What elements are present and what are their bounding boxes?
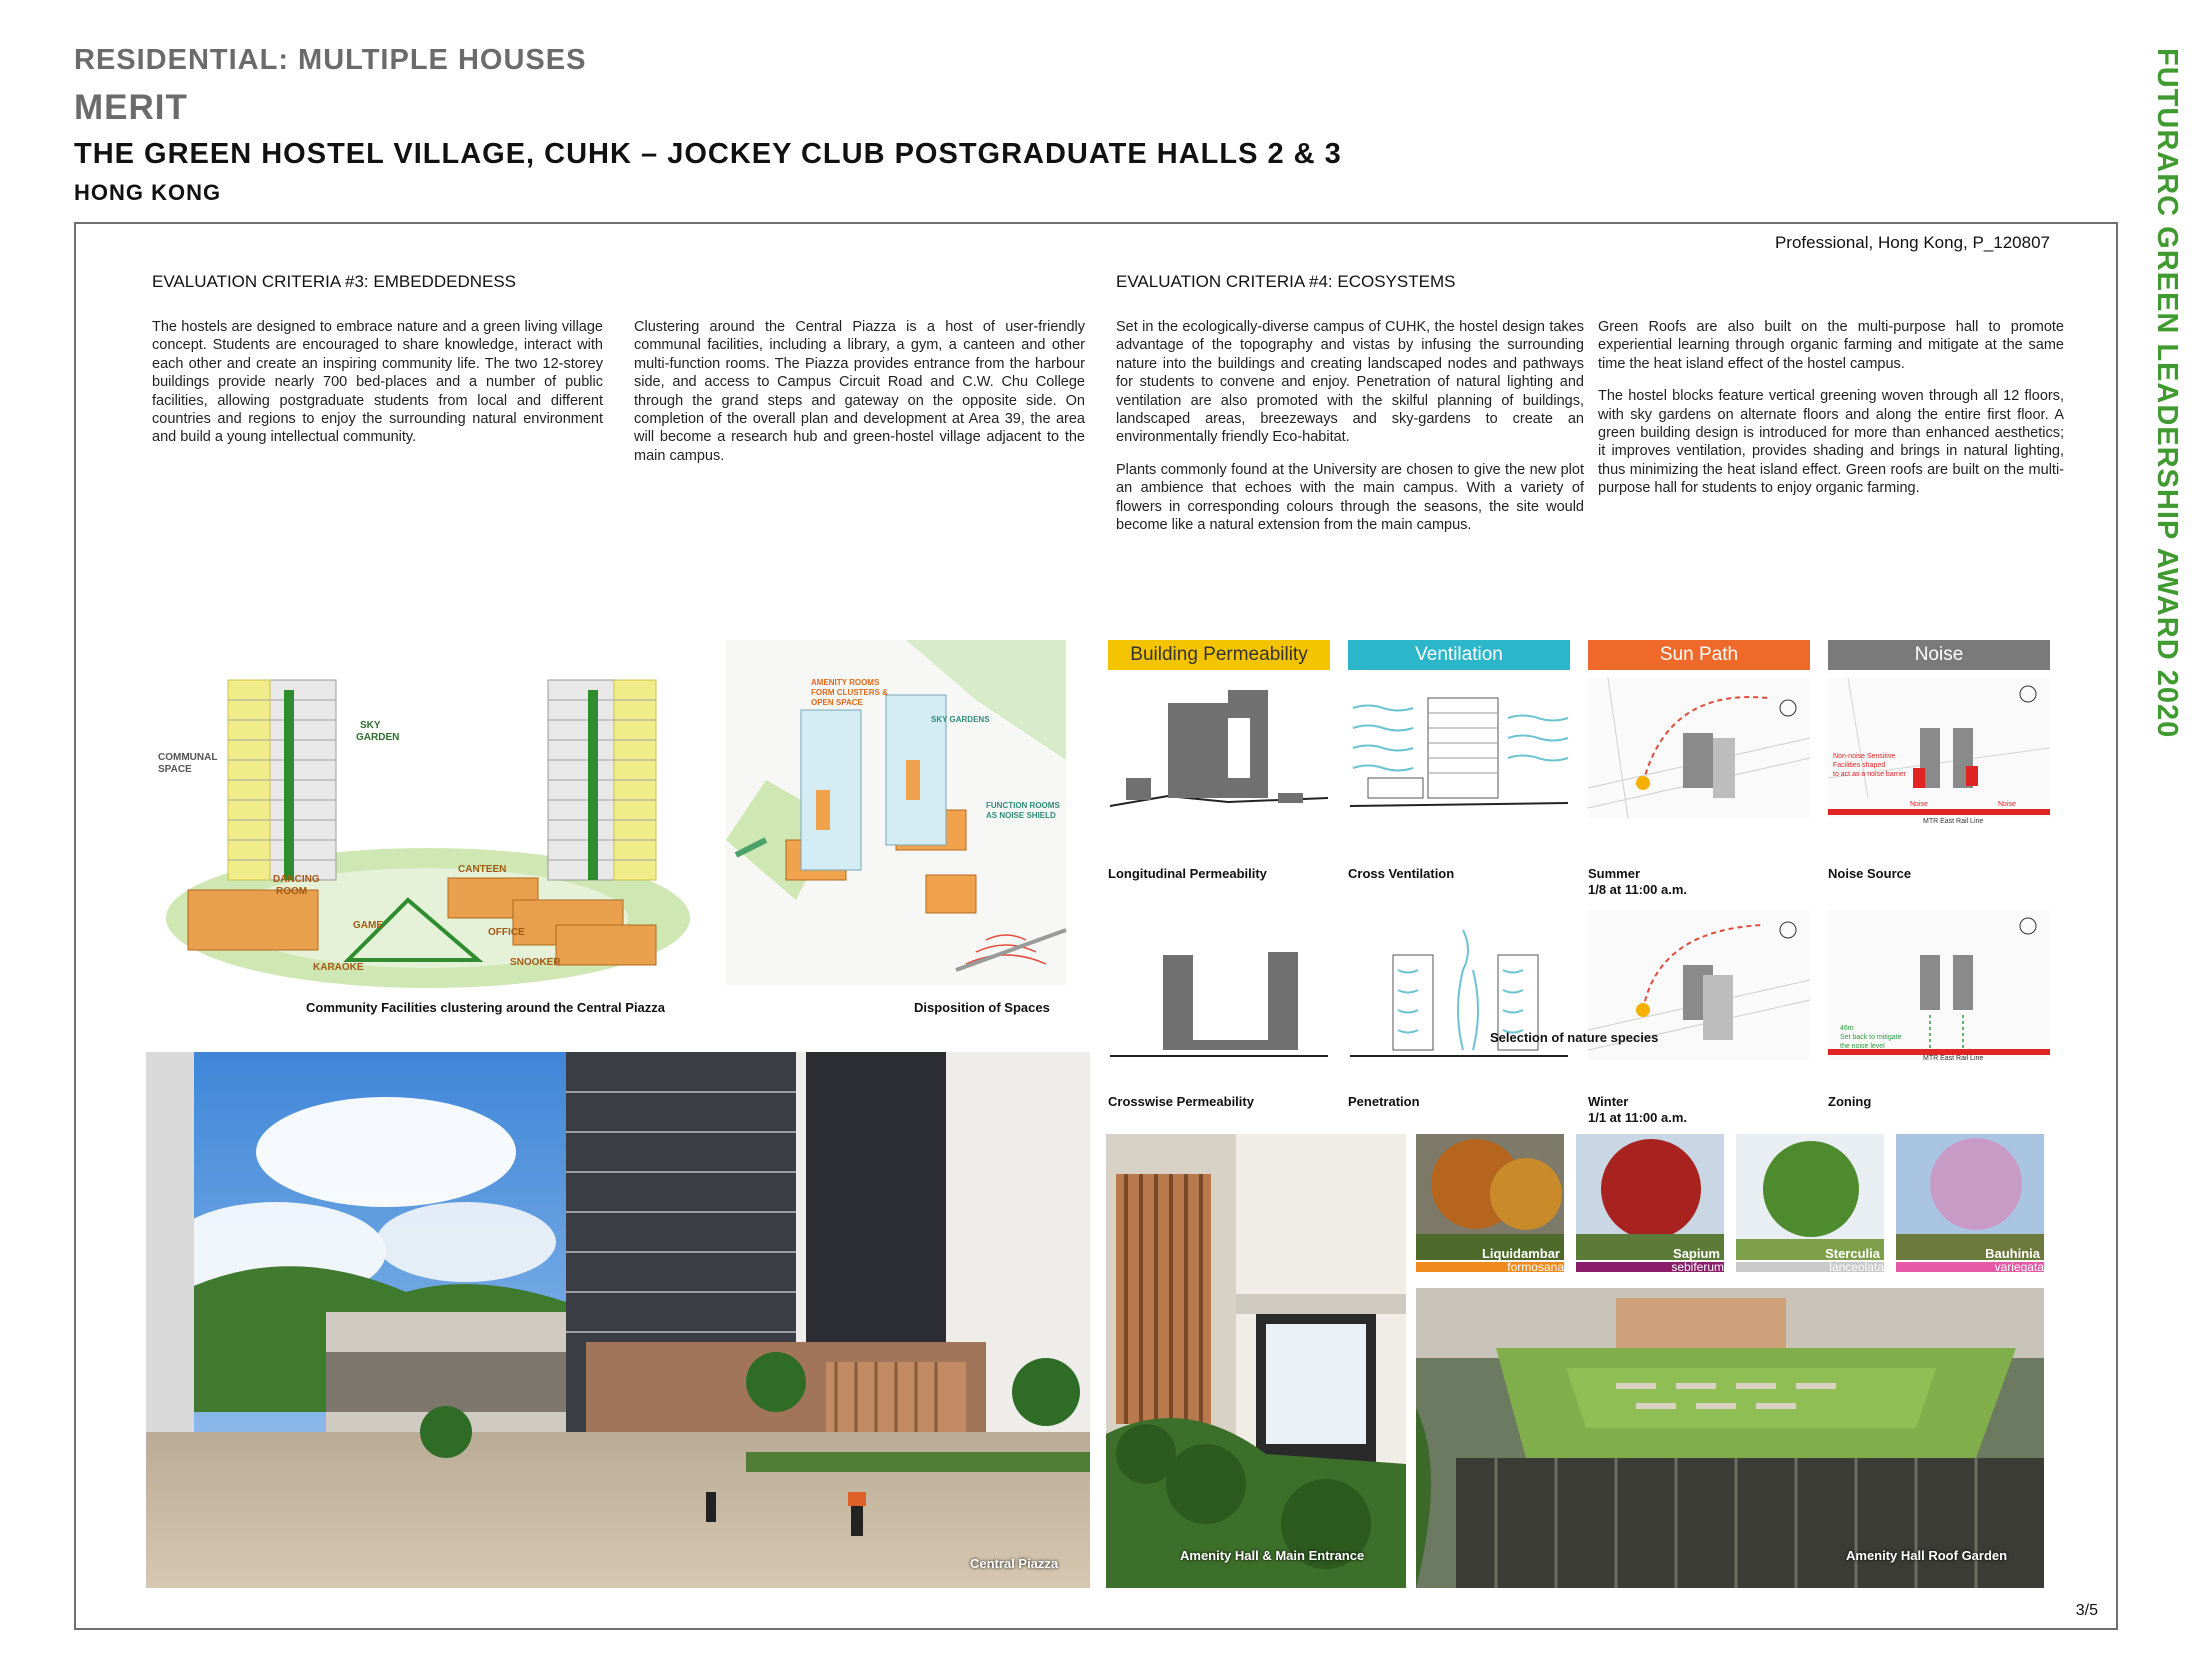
label-cross-ventilation: Cross Ventilation [1348, 866, 1455, 881]
criteria-4-col1-p1: Set in the ecologically-diverse campus of CUHK, the hostel design takes advantage of the topography and vistas by infusing the surrounding nature into the buildings and creating landscaped nodes and pathways for students to convene and enjoy. Penetration of natural lighting and ventilation are also promoted with the skilful planning of buildings, landscaped areas, breezeways and sky-gardens to create an environmentally friendly Eco-habitat. [1116, 319, 1584, 446]
species-liquidambar [1416, 1134, 1564, 1274]
label-noise-source: Noise Source [1828, 866, 1912, 881]
disposition-caption: Disposition of Spaces [914, 1000, 1050, 1015]
bauhinia-name: Bauhinia [1985, 1246, 2040, 1261]
bauhinia-photo [1896, 1134, 2044, 1260]
longitudinal-permeability-diagram [1108, 678, 1330, 818]
label-noise-b: Noise [1998, 801, 2016, 808]
page-number: 3/5 [2075, 1602, 2098, 1619]
species-sterculia [1736, 1134, 1884, 1274]
criteria-3-col2 [634, 318, 1085, 479]
liquidambar-photo [1416, 1134, 1564, 1260]
svg-text:ROOM: ROOM [276, 886, 308, 897]
crosswise-permeability-diagram [1108, 910, 1330, 1060]
label-sky-garden: SKY [360, 720, 381, 731]
label-sky-gardens: SKY GARDENS [931, 715, 990, 724]
label-longitudinal-permeability: Longitudinal Permeability [1108, 866, 1267, 881]
zoning-diagram [1828, 910, 2050, 1060]
project-location: HONG KONG [74, 180, 222, 205]
disposition-diagram [726, 640, 1066, 985]
svg-text:Facilities shaped: Facilities shaped [1833, 762, 1886, 769]
label-function-rooms: FUNCTION ROOMS [986, 801, 1060, 810]
label-karaoke: KARAOKE [313, 962, 364, 973]
label-noise-a: Noise [1910, 801, 1928, 808]
criteria-3-col1 [152, 318, 603, 461]
species-bauhinia [1896, 1134, 2044, 1274]
species-sapium [1576, 1134, 1724, 1274]
criteria-3-col1-text: The hostels are designed to embrace nature and a green living village concept. Students are encouraged to share knowledge, interact with each other and create an inspiring community life. The two 12-storey buildings provide nearly 700 bed-places and a number of public facilities, allowing postgraduate students from local and different countries and regions to enjoy the surrounding natural environment and build a young intellectual community. [152, 319, 603, 446]
side-award-title: FUTURARC GREEN LEADERSHIP AWARD 2020 [2151, 48, 2183, 739]
award-heading: MERIT [74, 88, 188, 127]
community-facilities-diagram [158, 660, 698, 990]
community-facilities-caption: Community Facilities clustering around the Central Piazza [306, 1000, 666, 1015]
svg-text:OPEN SPACE: OPEN SPACE [811, 698, 863, 707]
label-rail-line-2: MTR East Rail Line [1923, 1055, 1984, 1062]
roof-garden-photo [1416, 1288, 2044, 1588]
svg-text:GARDEN: GARDEN [356, 732, 400, 743]
noise-source-diagram [1828, 678, 2050, 825]
label-penetration: Penetration [1348, 1094, 1420, 1109]
criteria-3-heading: EVALUATION CRITERIA #3: EMBEDDEDNESS [152, 272, 517, 291]
liquidambar-sub: formosana [1416, 1262, 1564, 1272]
header-noise: Noise [1828, 640, 2050, 670]
summer-sun-path-diagram [1588, 678, 1810, 818]
sapium-sub: sebiferum [1576, 1262, 1724, 1272]
svg-text:Set back to mitigate: Set back to mitigate [1840, 1034, 1902, 1041]
liquidambar-name: Liquidambar [1481, 1246, 1560, 1261]
label-zoning: Zoning [1828, 1094, 1872, 1109]
criteria-4-col1 [1116, 318, 1584, 548]
label-setback: 46m [1840, 1025, 1854, 1032]
sterculia-sub: lanceolata [1736, 1262, 1884, 1272]
label-game: GAME [353, 920, 383, 931]
label-summer: Summer 1/8 at 11:00 a.m. [1588, 866, 1688, 897]
svg-text:to act as a noise barrier: to act as a noise barrier [1833, 771, 1907, 778]
criteria-4-col2-p2: The hostel blocks feature vertical greening woven through all 12 floors, with sky gardens on alternate floors and along the entire first floor. A green building design is introduced for more than enhanced aesthetics; it improves ventilation, provides shading and brings in natural lighting, thus minimizing the heat island effect. Green roofs are built on the multi-purpose hall for students to enjoy organic farming. [1598, 388, 2064, 497]
roof-garden-caption: Amenity Hall Roof Garden [1846, 1548, 2008, 1563]
criteria-3-col2-text: Clustering around the Central Piazza is a host of user-friendly communal facilities, including a library, a gym, a canteen and other multi-function rooms. The Piazza provides entrance from the harbour side, and access to Campus Circuit Road and C.W. Chu College through the grand steps and gateway on the opposite side. On completion of the overall plan and development at Area 39, the area will become a research hub and green-hostel village adjacent to the main campus. [634, 319, 1085, 464]
entry-code: Professional, Hong Kong, P_120807 [1774, 233, 2050, 252]
label-office: OFFICE [488, 927, 525, 938]
sapium-name: Sapium [1673, 1246, 1720, 1261]
cross-ventilation-diagram [1348, 678, 1570, 818]
bauhinia-sub: variegata [1896, 1262, 2044, 1272]
left-tower [228, 680, 336, 880]
header-building-permeability: Building Permeability [1108, 640, 1330, 670]
label-snooker: SNOOKER [510, 957, 561, 968]
category-heading: RESIDENTIAL: MULTIPLE HOUSES [74, 44, 587, 76]
svg-text:SPACE: SPACE [158, 764, 192, 775]
header-ventilation: Ventilation [1348, 640, 1570, 670]
sterculia-name: Sterculia [1825, 1246, 1880, 1261]
sterculia-photo [1736, 1134, 1884, 1260]
label-canteen: CANTEEN [458, 864, 507, 875]
amenity-hall-entrance-caption: Amenity Hall & Main Entrance [1180, 1548, 1365, 1563]
criteria-4-col2-p1: Green Roofs are also built on the multi-purpose hall to promote experiential learning through organic farming and mitigate at the same time the heat island effect of the hostel campus. [1598, 319, 2064, 372]
svg-text:AS NOISE SHIELD: AS NOISE SHIELD [986, 811, 1056, 820]
label-winter: Winter 1/1 at 11:00 a.m. [1588, 1094, 1688, 1125]
svg-text:the noise level: the noise level [1840, 1043, 1885, 1050]
right-tower [548, 680, 656, 880]
species-title: Selection of nature species [1490, 1030, 1659, 1045]
criteria-4-col1-p2: Plants commonly found at the University are chosen to give the new plot an ambience that echoes with the main campus. With a variety of flowers in corresponding colours through the seasons, the site would become like a natural extension from the main campus. [1116, 461, 1584, 534]
label-non-noise-sensitive: Non-noise Sensitive [1833, 753, 1896, 760]
project-title: THE GREEN HOSTEL VILLAGE, CUHK – JOCKEY CLUB POSTGRADUATE HALLS 2 & 3 [74, 138, 1342, 170]
label-communal-space: COMMUNAL [158, 752, 218, 763]
svg-text:FORM CLUSTERS &: FORM CLUSTERS & [811, 688, 888, 697]
criteria-4-col2 [1598, 318, 2064, 512]
central-piazza-photo [146, 1052, 1090, 1588]
sapium-photo [1576, 1134, 1724, 1260]
label-crosswise-permeability: Crosswise Permeability [1108, 1094, 1254, 1109]
label-rail-line: MTR East Rail Line [1923, 818, 1984, 825]
label-amenity-rooms: AMENITY ROOMS [811, 678, 880, 687]
label-dancing-room: DANCING [273, 874, 320, 885]
amenity-hall-entrance-photo [1106, 1134, 1406, 1588]
header-sun-path: Sun Path [1588, 640, 1810, 670]
central-piazza-caption: Central Piazza [970, 1556, 1059, 1571]
criteria-4-heading: EVALUATION CRITERIA #4: ECOSYSTEMS [1116, 272, 1456, 291]
